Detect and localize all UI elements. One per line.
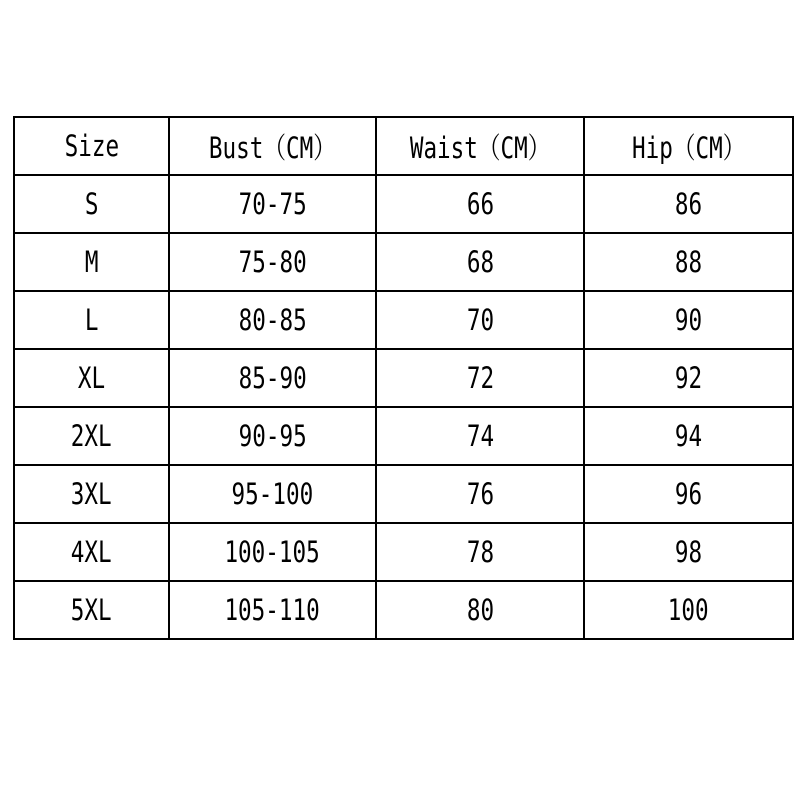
cell-hip: 92 xyxy=(584,349,793,407)
cell-size: M xyxy=(14,233,169,291)
cell-size: 4XL xyxy=(14,523,169,581)
cell-bust: 75-80 xyxy=(169,233,376,291)
cell-waist: 66 xyxy=(376,175,584,233)
table-row xyxy=(14,291,793,349)
cell-size: 3XL xyxy=(14,465,169,523)
table-row xyxy=(14,465,793,523)
cell-bust: 85-90 xyxy=(169,349,376,407)
cell-waist: 76 xyxy=(376,465,584,523)
cell-hip: 98 xyxy=(584,523,793,581)
table-row xyxy=(14,581,793,639)
table-row xyxy=(14,233,793,291)
cell-waist: 68 xyxy=(376,233,584,291)
cell-hip: 94 xyxy=(584,407,793,465)
size-chart-table xyxy=(13,116,794,640)
header-waist: Waist（CM） xyxy=(376,117,584,175)
table-row xyxy=(14,349,793,407)
cell-hip: 90 xyxy=(584,291,793,349)
cell-bust: 70-75 xyxy=(169,175,376,233)
cell-waist: 80 xyxy=(376,581,584,639)
table-row xyxy=(14,175,793,233)
cell-bust: 100-105 xyxy=(169,523,376,581)
cell-size: 5XL xyxy=(14,581,169,639)
cell-size: 2XL xyxy=(14,407,169,465)
header-bust: Bust（CM） xyxy=(169,117,376,175)
cell-hip: 86 xyxy=(584,175,793,233)
cell-waist: 70 xyxy=(376,291,584,349)
header-size: Size xyxy=(14,117,169,175)
cell-size: L xyxy=(14,291,169,349)
table-header-row xyxy=(14,117,793,175)
cell-bust: 80-85 xyxy=(169,291,376,349)
cell-hip: 96 xyxy=(584,465,793,523)
cell-waist: 74 xyxy=(376,407,584,465)
table-row xyxy=(14,407,793,465)
cell-size: S xyxy=(14,175,169,233)
cell-waist: 72 xyxy=(376,349,584,407)
cell-size: XL xyxy=(14,349,169,407)
table-row xyxy=(14,523,793,581)
cell-hip: 88 xyxy=(584,233,793,291)
header-hip: Hip（CM） xyxy=(584,117,793,175)
cell-waist: 78 xyxy=(376,523,584,581)
cell-bust: 90-95 xyxy=(169,407,376,465)
cell-bust: 95-100 xyxy=(169,465,376,523)
cell-bust: 105-110 xyxy=(169,581,376,639)
cell-hip: 100 xyxy=(584,581,793,639)
